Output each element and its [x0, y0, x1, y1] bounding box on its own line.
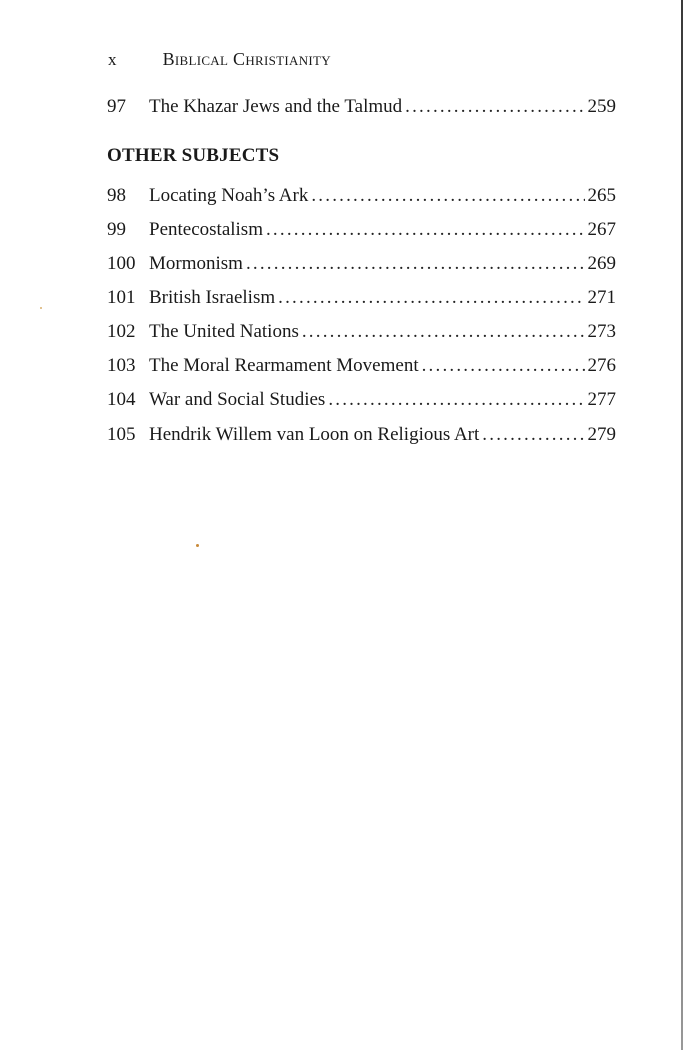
paper-speck	[196, 544, 199, 547]
dot-leader	[482, 424, 584, 446]
toc-entry[interactable]	[107, 287, 616, 313]
page-number: x	[108, 50, 117, 69]
toc-entry[interactable]	[107, 219, 616, 245]
chapter-page: 269	[587, 253, 616, 274]
chapter-number: 101	[107, 287, 136, 308]
chapter-title: The Khazar Jews and the Talmud	[149, 96, 403, 117]
toc-entry[interactable]	[107, 321, 616, 347]
dot-leader	[302, 321, 585, 343]
chapter-title: Hendrik Willem van Loon on Religious Art	[149, 424, 480, 445]
paper-speck	[40, 307, 42, 309]
chapter-number: 102	[107, 321, 136, 342]
chapter-title: British Israelism	[149, 287, 276, 308]
toc-entry[interactable]	[107, 253, 616, 279]
chapter-page: 259	[587, 96, 616, 117]
chapter-number: 100	[107, 253, 136, 274]
chapter-title: War and Social Studies	[149, 389, 326, 410]
chapter-title: The Moral Rearmament Movement	[149, 355, 419, 376]
chapter-title: Locating Noah’s Ark	[149, 185, 309, 206]
chapter-page: 267	[587, 219, 616, 240]
dot-leader	[246, 253, 585, 275]
toc-entry[interactable]	[107, 355, 616, 381]
chapter-number: 99	[107, 219, 126, 240]
dot-leader	[311, 185, 584, 207]
toc-entry[interactable]	[107, 389, 616, 415]
dot-leader	[422, 355, 585, 377]
running-title: Biblical Christianity	[162, 49, 331, 69]
chapter-number: 98	[107, 185, 126, 206]
toc-entry[interactable]	[107, 424, 616, 450]
chapter-title: Mormonism	[149, 253, 243, 274]
chapter-number: 105	[107, 424, 136, 445]
chapter-page: 273	[587, 321, 616, 342]
chapter-page: 279	[587, 424, 616, 445]
dot-leader	[328, 389, 584, 411]
chapter-page: 265	[587, 185, 616, 206]
chapter-page: 276	[587, 355, 616, 376]
page-edge-shadow	[681, 0, 683, 1050]
dot-leader	[405, 96, 584, 118]
section-heading: OTHER SUBJECTS	[107, 145, 280, 166]
toc-entry[interactable]	[107, 96, 616, 122]
running-header	[108, 49, 331, 70]
chapter-number: 103	[107, 355, 136, 376]
chapter-title: The United Nations	[149, 321, 299, 342]
dot-leader	[278, 287, 584, 309]
chapter-number: 97	[107, 96, 126, 117]
toc-entry[interactable]	[107, 185, 616, 211]
chapter-page: 271	[587, 287, 616, 308]
chapter-title: Pentecostalism	[149, 219, 263, 240]
chapter-page: 277	[587, 389, 616, 410]
dot-leader	[266, 219, 585, 241]
chapter-number: 104	[107, 389, 136, 410]
